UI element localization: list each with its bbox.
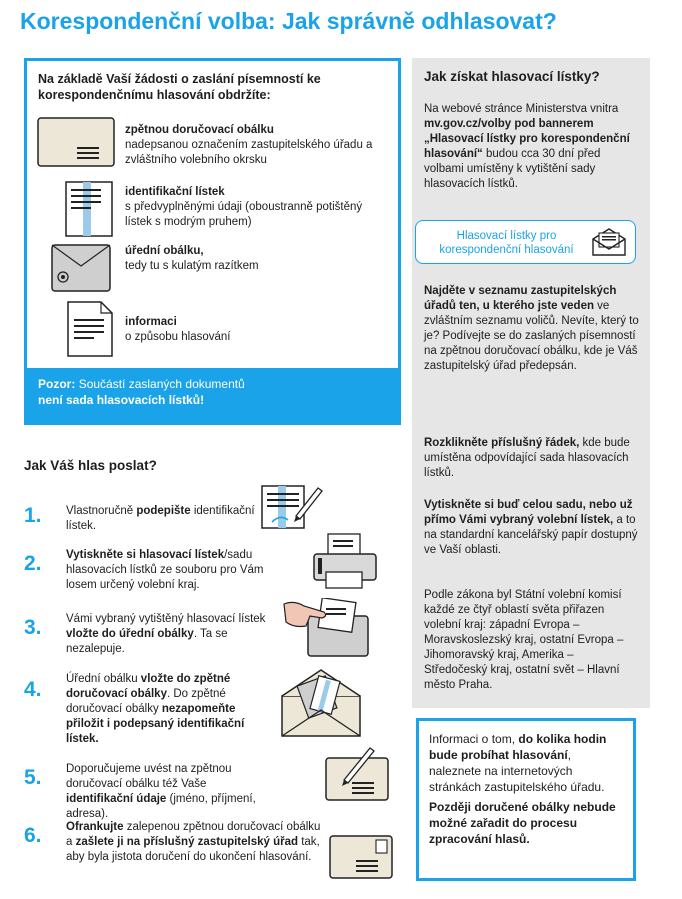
paragraph-bold: mv.gov.cz/volby pod bannerem „Hlasovací lístky pro korespondenční hlasování“ [424, 118, 630, 160]
step-text [66, 820, 321, 865]
step-text-part: zalepenou zpětnou doručovací obálku a [66, 821, 321, 848]
step-text-part: Doporučujeme uvést na zpětnou doručovací obálku též Vaše [66, 763, 232, 790]
paragraph-text: budou cca 30 dní před volbami umístěny k vytištění sady hlasovacích lístků. [424, 148, 601, 190]
warning-banner [27, 368, 398, 422]
received-intro: Na základě Vaší žádosti o zaslání písemností ke korespondenčnímu hlasování obdržíte: [38, 72, 321, 102]
step-text-bold: nezapomeňte přiložit i podepsaný identifikační lístek. [66, 703, 245, 745]
item-title: úřední obálku, [125, 245, 204, 257]
panel-title: Jak získat hlasovací lístky? [424, 69, 600, 84]
step-text-part: tak, aby byla jistota doručení do ukončení hlasování. [66, 836, 320, 863]
step-text [66, 672, 276, 747]
paragraph-text: a to na standardní kancelářský papír dostupný ve Vaší oblasti. [424, 514, 638, 556]
address-envelope-icon [324, 744, 390, 802]
paragraph-text: ve zvláštním seznamu voličů. Nevíte, který to je? Podívejte se do zaslaných písemností na zpětnou doručovací obálku, kde je Váš zastupitelský úřad předepsán. [424, 300, 639, 372]
panel-paragraph-3 [424, 436, 639, 481]
step-text-part: identifikační lístek. [66, 505, 255, 532]
step-text-part: (jméno, příjmení, adresa). [66, 793, 256, 820]
step-number: 2. [24, 552, 42, 575]
page-title: Korespondenční volba: Jak správně odhlasovat? [20, 8, 557, 34]
info-bold: Později doručené obálky nebude možné zařadit do procesu zpracování hlasů. [429, 800, 616, 846]
info-bold: do kolika hodin bude probíhat hlasování [429, 732, 607, 762]
step-number: 5. [24, 766, 42, 789]
item-desc: s předvyplněnými údaji (oboustranně potištěný lístek s modrým pruhem) [125, 201, 363, 228]
info-paragraph-1 [429, 731, 623, 795]
warning-prefix: Pozor: [38, 377, 76, 391]
printer-icon [312, 532, 378, 590]
paragraph-text: Na webové stránce Ministerstva vnitra [424, 103, 619, 115]
info-text: , naleznete na internetových stránkách zastupitelského úřadu. [429, 748, 605, 794]
ballots-link-label: Hlasovací lístky pro korespondenční hlasování [439, 230, 574, 256]
step-text [66, 504, 276, 534]
insert-ballot-icon [280, 598, 372, 658]
item-desc: o způsobu hlasování [125, 331, 231, 343]
step-number: 6. [24, 824, 42, 847]
step-number: 1. [24, 504, 42, 527]
step-text [66, 612, 276, 657]
received-documents-box [24, 58, 401, 425]
item-title: zpětnou doručovací obálku [125, 124, 274, 136]
step-text-part: . Do zpětné doručovací obálky [66, 688, 226, 715]
step-text [66, 762, 276, 822]
step-number: 4. [24, 678, 42, 701]
step-text-bold: zašlete ji na příslušný zastupitelský úřad [75, 836, 299, 848]
panel-paragraph-1 [424, 102, 639, 192]
item-title: informaci [125, 316, 177, 328]
step-text [66, 548, 276, 593]
panel-paragraph-2 [424, 284, 639, 374]
stamped-envelope-icon [328, 834, 394, 880]
panel-paragraph-4 [424, 498, 639, 558]
step-text-bold: identifikační údaje [66, 793, 167, 805]
paragraph-bold: Rozklikněte příslušný řádek, [424, 437, 580, 449]
item-title: identifikační lístek [125, 186, 225, 198]
step-number: 3. [24, 616, 42, 639]
ballots-info-panel [412, 58, 650, 708]
id-slip-icon [65, 181, 113, 237]
info-text: Informaci o tom, [429, 732, 519, 746]
item-desc: nadepsanou označením zastupitelského úřadu a zvláštního volebního okrsku [125, 139, 373, 166]
step-text-bold: Ofrankujte [66, 821, 124, 833]
step-text-part: Úřední obálku [66, 673, 141, 685]
step-text-part: Vámi vybraný vytištěný hlasovací lístek [66, 613, 266, 625]
step-text-bold: vložte do zpětné doručovací obálky [66, 673, 231, 700]
mail-icon [591, 227, 627, 257]
step-text-bold: podepište [136, 505, 191, 517]
voting-hours-box [416, 718, 636, 881]
open-return-envelope-icon [280, 666, 362, 738]
step-text-bold: vložte do úřední obálky [66, 628, 194, 640]
paragraph-text: kde bude umístěna odpovídající sada hlasovacích lístků. [424, 437, 630, 479]
ballots-link-button[interactable] [415, 220, 636, 264]
item-desc: tedy tu s kulatým razítkem [125, 260, 259, 272]
warning-bold: není sada hlasovacích lístků! [38, 393, 205, 407]
official-envelope-icon [51, 244, 111, 292]
warning-text: Součástí zaslaných dokumentů [78, 377, 245, 391]
steps-title: Jak Váš hlas poslat? [24, 458, 157, 473]
info-paragraph-2 [429, 799, 623, 847]
sign-slip-icon [260, 482, 324, 530]
step-text-part: . Ta se nezalepuje. [66, 628, 228, 655]
step-text-part: /sadu hlasovacích lístků ze souboru pro Vám losem určený volební kraj. [66, 549, 264, 591]
paragraph-bold: Vytiskněte si buď celou sadu, nebo už přímo Vámi vybraný volební lístek, [424, 499, 633, 526]
step-text-part: Vlastnoručně [66, 505, 137, 517]
panel-paragraph-5: Podle zákona byl Státní volební komisí každé ze čtyř oblastí světa přiřazen volební kraj: západní Evropa – Moravskoslezský kraj, ostatní Evropa – Jihomoravský kraj, Amerika – Středočeský kraj, ostatní svět – Hlavní město Praha. [424, 589, 624, 691]
step-text-bold: Vytiskněte si hlasovací lístek [66, 549, 225, 561]
return-envelope-icon [37, 117, 115, 167]
paragraph-bold: Najděte v seznamu zastupitelských úřadů ten, u kterého jste veden [424, 285, 617, 312]
information-sheet-icon [67, 301, 113, 357]
